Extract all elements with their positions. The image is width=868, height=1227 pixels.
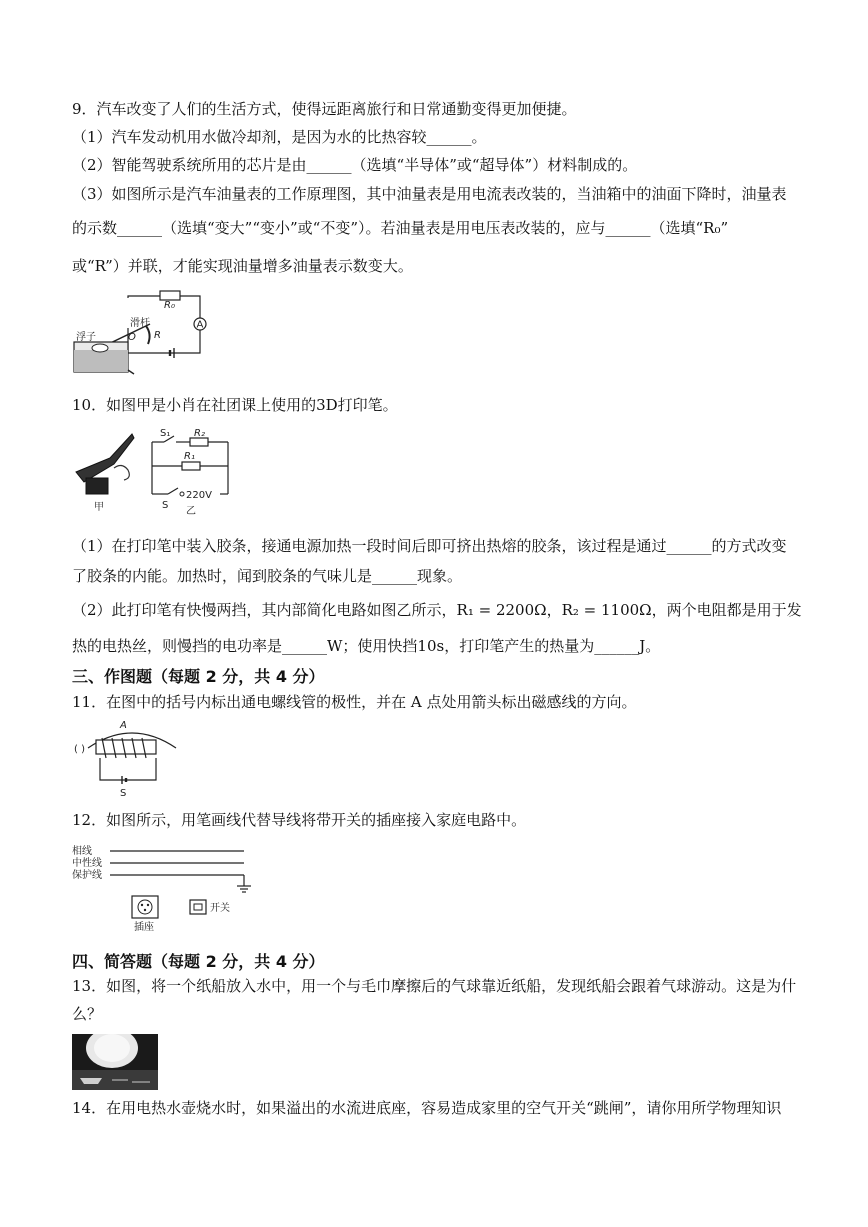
fuel-gauge-circuit-figure: [70, 288, 220, 380]
q11-stem: 11．在图中的括号内标出通电螺线管的极性，并在 A 点处用箭头标出磁感线的方向。: [72, 693, 637, 711]
float-icon: [92, 344, 108, 352]
q14-stem: 14．在用电热水壶烧水时，如果溢出的水流进底座，容易造成家里的空气开关“跳闸”，请你用所学物理知识: [72, 1099, 782, 1117]
q9-part3-line3: 或“R”）并联，才能实现油量增多油量表示数变大。: [72, 257, 413, 275]
r2-label: R₂: [194, 428, 205, 439]
3d-pen-circuit-yi: [146, 428, 236, 516]
s1-label: S₁: [160, 428, 171, 439]
q13-stem-line1: 13．如图，将一个纸船放入水中，用一个与毛巾摩擦后的气球靠近纸船，发现纸船会跟着气球游动。这是为什: [72, 977, 797, 995]
live-wire-label: 相线: [72, 846, 92, 857]
q9-stem: 9．汽车改变了人们的生活方式，使得远距离旅行和日常通勤变得更加便捷。: [72, 100, 577, 118]
q10-part2-line2: 热的电热丝，则慢挡的电功率是______W；使用快挡10s，打印笔产生的热量为______J。: [72, 637, 661, 655]
q13-stem-line2: 么？: [72, 1005, 103, 1023]
paper-boat-photo: [72, 1034, 158, 1090]
yi-label: 乙: [186, 506, 196, 516]
q12-stem: 12．如图所示，用笔画线代替导线将带开关的插座接入家庭电路中。: [72, 811, 527, 829]
socket-label: 插座: [134, 922, 154, 932]
q10-stem: 10．如图甲是小肖在社团课上使用的3D打印笔。: [72, 396, 398, 414]
s-label: S: [162, 500, 169, 511]
q10-part1-line2: 了胶条的内能。加热时，闻到胶条的气味儿是______现象。: [72, 567, 463, 585]
solenoid-figure: [72, 718, 182, 798]
section-3-heading: 三、作图题（每题 2 分，共 4 分）: [72, 667, 325, 686]
switch-label: 开关: [210, 903, 230, 914]
float-label: 浮子: [76, 332, 96, 343]
point-a-label: A: [120, 720, 127, 731]
household-circuit-figure: [72, 842, 262, 932]
jia-label: 甲: [94, 502, 104, 513]
q10-part1-line1: （1）在打印笔中装入胶条，接通电源加热一段时间后即可挤出热熔的胶条，该过程是通过______的方式改变: [72, 537, 787, 555]
lever-label: 滑杆: [130, 318, 150, 329]
q9-part3-line2: 的示数______（选填“变大”“变小”或“不变”）。若油量表是用电压表改装的，应与______（选填“R₀”: [72, 219, 729, 237]
s-pole-label: S: [120, 788, 127, 798]
q9-part1: （1）汽车发动机用水做冷却剂，是因为水的比热容较______。: [72, 128, 487, 146]
section-4-heading: 四、简答题（每题 2 分，共 4 分）: [72, 952, 325, 971]
r0-resistor: [160, 291, 180, 300]
r0-label: R₀: [164, 300, 175, 311]
q9-part2: （2）智能驾驶系统所用的芯片是由______（选填“半导体”或“超导体”）材料制成的。: [72, 156, 638, 174]
r-label: R: [154, 330, 161, 341]
3d-pen-figure-jia: [70, 428, 140, 514]
r1-label: R₁: [184, 451, 195, 462]
ground-wire-label: 保护线: [72, 870, 102, 881]
q9-part3-line1: （3）如图所示是汽车油量表的工作原理图，其中油量表是用电流表改装的，当油箱中的油面下降时，油量表: [72, 185, 787, 203]
polarity-paren: ( ): [74, 744, 85, 755]
q10-part2-line1: （2）此打印笔有快慢两挡，其内部简化电路如图乙所示，R₁ = 2200Ω，R₂ = 1100Ω，两个电阻都是用于发: [72, 601, 802, 619]
voltage-label: 220V: [186, 490, 212, 501]
meter-label: A: [196, 319, 204, 331]
pivot-label: O: [128, 332, 136, 343]
neutral-wire-label: 中性线: [72, 858, 102, 869]
